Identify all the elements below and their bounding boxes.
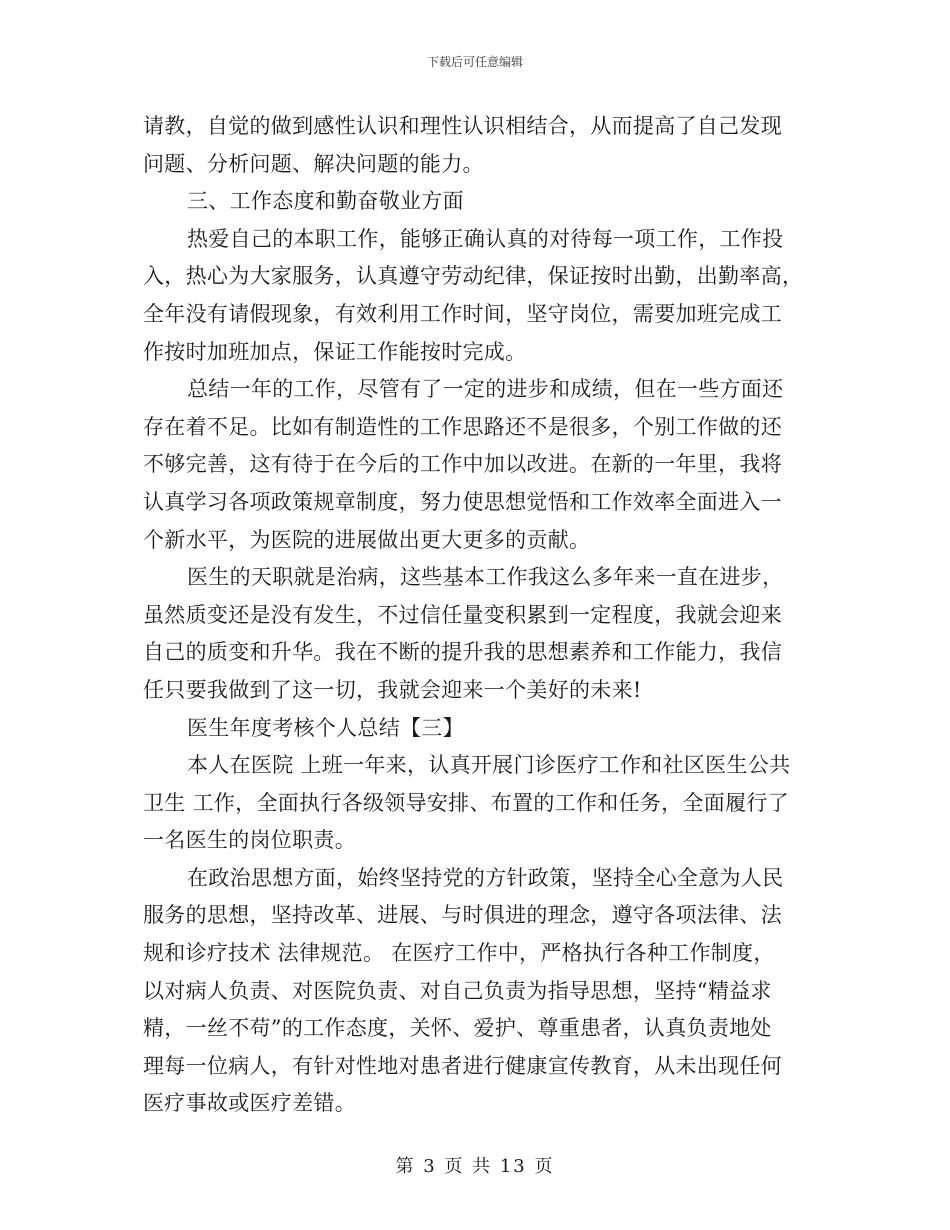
page-number-footer: 第 3 页 共 13 页 [395, 1156, 555, 1177]
text-line: 自己的质变和升华。我在不断的提升我的思想素养和工作能力，我信 [143, 640, 782, 665]
document-body [143, 108, 808, 1123]
text-line: 个新水平，为医院的进展做出更大更多的贡献。 [143, 527, 591, 552]
text-line: 请教，自觉的做到感性认识和理性认识相结合，从而提高了自己发现 [143, 114, 782, 138]
text-line: 存在着不足。比如有制造性的工作思路还不是很多，个别工作做的还 [143, 414, 782, 439]
text-line: 全年没有请假现象，有效利用工作时间，坚守岗位，需要加班完成工 [143, 301, 782, 326]
text-line: 作按时加班加点，保证工作能按时完成。 [143, 339, 527, 364]
text-line: 不够完善，这有待于在今后的工作中加以改进。在新的一年里，我将 [143, 452, 782, 477]
text-line: 规和诊疗技术 法律规范。 在医疗工作中，严格执行各种工作制度， [143, 941, 775, 966]
text-line: 服务的思想，坚持改革、进展、与时俱进的理念，遵守各项法律、法 [143, 903, 782, 928]
text-line: 入，热心为大家服务，认真遵守劳动纪律，保证按时出勤，出勤率高， [143, 264, 804, 289]
text-line: 认真学习各项政策规章制度，努力使思想觉悟和工作效率全面进入一 [143, 489, 782, 514]
text-line: 一名医生的岗位职责。 [143, 828, 356, 853]
text-line: 医疗事故或医疗差错。 [143, 1091, 356, 1116]
text-line: 问题、分析问题、解决问题的能力。 [143, 151, 484, 176]
text-line: 卫生 工作，全面执行各级领导安排、布置的工作和任务，全面履行了 [143, 790, 789, 815]
text-line: 总结一年的工作，尽管有了一定的进步和成绩，但在一些方面还 [187, 377, 784, 402]
text-line: 热爱自己的本职工作，能够正确认真的对待每一项工作，工作投 [187, 226, 784, 251]
text-line: 任只要我做到了这一切，我就会迎来一个美好的未来! [143, 677, 642, 702]
section-heading: 医生年度考核个人总结【三】 [187, 715, 464, 740]
text-line: 本人在医院 上班一年来，认真开展门诊医疗工作和社区医生公共 [187, 753, 791, 778]
text-line: 虽然质变还是没有发生，不过信任量变积累到一定程度，我就会迎来 [143, 602, 782, 627]
section-heading: 三、工作态度和勤奋敬业方面 [187, 189, 464, 214]
text-line: 医生的天职就是治病，这些基本工作我这么多年来一直在进步， [187, 565, 784, 590]
text-line: 理每一位病人，有针对性地对患者进行健康宣传教育，从未出现任何 [143, 1053, 782, 1078]
text-line: 精，一丝不苟”的工作态度，关怀、爱护、尊重患者，认真负责地处 [143, 1016, 772, 1041]
page-header: 下载后可任意编辑 [426, 55, 523, 69]
text-line: 以对病人负责、对医院负责、对自己负责为指导思想，坚持“精益求 [143, 978, 772, 1003]
text-line: 在政治思想方面，始终坚持党的方针政策，坚持全心全意为人民 [187, 865, 784, 890]
